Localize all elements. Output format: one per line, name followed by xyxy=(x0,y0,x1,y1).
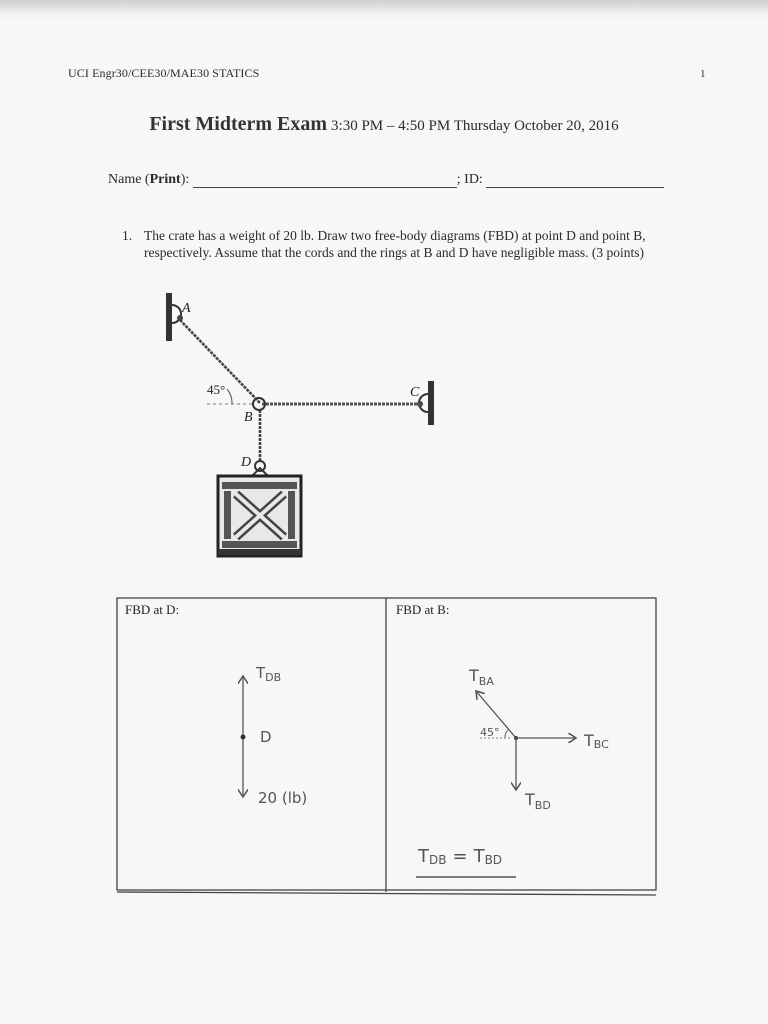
page-number: 1 xyxy=(700,68,706,80)
fbd-b-title: FBD at B: xyxy=(396,602,450,617)
fbd-d xyxy=(125,602,307,807)
svg-text:TBD xyxy=(524,790,551,812)
tension-bd-label: T xyxy=(525,790,535,809)
label-b: B xyxy=(244,410,253,425)
exam-title-main: First Midterm Exam xyxy=(149,113,328,135)
fbd-b xyxy=(396,602,609,877)
tension-db-label: T xyxy=(256,664,266,682)
id-label: ; ID: xyxy=(456,172,483,187)
weight-label: 20 (lb) xyxy=(258,789,308,807)
fbd-d-title: FBD at D: xyxy=(125,602,180,617)
tension-ba-sub: BA xyxy=(478,675,494,688)
exam-time: 3:30 PM – 4:50 PM Thursday October 20, 2016 xyxy=(331,118,619,134)
crate xyxy=(218,476,301,556)
label-c: C xyxy=(410,385,420,400)
fbd-table xyxy=(117,598,656,895)
tension-bc-sub: BC xyxy=(593,738,609,751)
name-print-label: Print xyxy=(149,172,181,187)
svg-text:TDB xyxy=(255,664,281,684)
label-a: A xyxy=(182,301,191,316)
angle-arc xyxy=(227,389,232,404)
angle-label: 45° xyxy=(207,382,226,397)
wall-support-a xyxy=(166,293,183,341)
point-d-dot xyxy=(241,735,246,740)
fbd-angle-label: 45° xyxy=(480,726,500,739)
label-d: D xyxy=(241,455,252,470)
tension-ba-label: T xyxy=(469,666,479,685)
tension-bd-sub: BD xyxy=(534,799,551,812)
name-prefix: Name ( xyxy=(108,172,150,187)
ring-d xyxy=(255,461,265,471)
name-suffix: ): xyxy=(180,172,190,187)
equilibrium-equation: TDB = TBD xyxy=(418,846,503,867)
problem-figure xyxy=(166,293,434,556)
tension-db-sub: DB xyxy=(265,671,282,684)
tension-bc-label: T xyxy=(584,731,594,750)
question-text: The crate has a weight of 20 lb. Draw two free-body diagrams (FBD) at point D and point B, respectively. Assume that the cords and the rings at B and D have negligible mass. (3 points) xyxy=(144,228,646,260)
svg-text:TBA xyxy=(468,666,494,688)
question-number: 1. xyxy=(122,228,133,243)
course-header: UCI Engr30/CEE30/MAE30 STATICS xyxy=(68,66,260,80)
svg-text:TBC xyxy=(583,731,609,751)
point-d-label: D xyxy=(260,728,272,746)
